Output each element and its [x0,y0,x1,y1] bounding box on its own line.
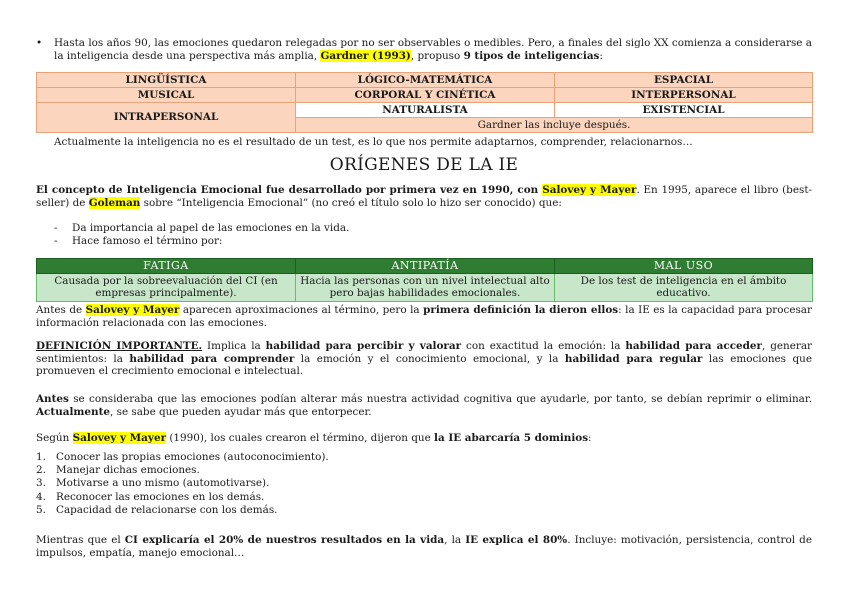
text: , se sabe que pueden ayudar más que entorpecer. [110,405,372,418]
header-fatiga: FATIGA [37,259,296,274]
intro-text-3: : [599,49,603,62]
list-item-text: Manejar dichas emociones. [56,464,200,477]
list-item [36,491,329,504]
list-number: 2. [36,464,46,477]
header-antipatia: ANTIPATÍA [296,259,555,274]
header-mal-uso: MAL USO [555,259,813,274]
concept-paragraph [36,184,812,209]
list-number: 5. [36,503,46,516]
bold-text: la IE abarcaría 5 dominios [434,432,589,444]
concept-text-2: sobre “Inteligencia Emocional” (no creó el título solo lo hizo ser conocido) que: [140,196,562,209]
table-cell: LINGÜÍSTICA [37,73,296,88]
dash-icon: - [54,235,58,247]
after-table-text: Actualmente la inteligencia no es el resultado de un test, es lo que nos permite adaptarnos, comprender, relacionarnos… [54,136,693,148]
intro-bold-nine-types: 9 tipos de inteligencias [463,49,600,62]
final-paragraph [36,534,812,559]
antes-paragraph [36,393,812,418]
table-cell: Causada por la sobreevaluación del CI (en empresas principalmente). [37,274,296,302]
text: se consideraba que las emociones podían alterar más nuestra actividad cognitiva que ayudarle, por tanto, se debían reprimir o eliminar. [68,393,812,405]
bold-text: habilidad para comprender [129,352,295,365]
list-item-text: Hace famoso el término por: [72,235,223,247]
bold-text: Actualmente [36,405,110,418]
table-cell: De los test de inteligencia en el ámbito educativo. [555,274,813,302]
highlight-salovey-mayer: Salovey y Mayer [542,184,637,196]
intro-bullet-paragraph [36,37,812,62]
list-number: 1. [36,451,46,463]
text: (1990), los cuales crearon el término, dijeron que [166,432,435,444]
table-cell: CORPORAL Y CINÉTICA [296,88,555,103]
table-row [37,73,813,88]
bullet-icon: • [36,37,43,49]
bold-text: habilidad para regular [564,352,703,365]
highlight-salovey-mayer: Salovey y Mayer [85,304,180,316]
causes-table [36,258,813,302]
text: Implica la [202,340,266,352]
text: aparecen aproximaciones al término, pero la [179,304,424,316]
concept-text: . En 1995, aparece el libro (best-seller) de [36,184,812,209]
bold-text: habilidad para percibir y valorar [265,340,462,352]
list-item-text: Capacidad de relacionarse con los demás. [56,503,278,516]
table-cell: MUSICAL [37,88,296,103]
concept-bold: El concepto de Inteligencia Emocional fue desarrollado por primera vez en 1990, con [36,184,543,196]
definition-paragraph [36,340,812,378]
intro-text: Hasta los años 90, las emociones quedaron relegadas por no ser observables o medibles. Pero, a finales del siglo XX comienza a considerarse a la inteligencia desde una perspectiva más amplia, [54,37,812,62]
before-paragraph [36,304,812,329]
table-cell: INTERPERSONAL [555,88,813,103]
table-row [37,88,813,103]
list-item [54,235,349,248]
bold-text: Antes [36,393,69,405]
list-item [36,464,329,477]
dash-icon: - [54,222,58,234]
list-item [36,504,329,517]
dash-list [54,222,349,248]
text: , la [444,534,466,546]
list-item [36,477,329,490]
table-header-row [37,259,813,274]
text: Según [36,432,73,444]
bold-text: CI explicaría el 20% de nuestros resultados en la vida [124,534,445,546]
table-cell: NATURALISTA [296,103,555,118]
table-note-cell: Gardner las incluye después. [296,118,813,133]
bold-text: habilidad para acceder [625,340,762,352]
table-cell: Hacia las personas con un nivel intelectual alto pero bajas habilidades emocionales. [296,274,555,302]
text: Antes de [36,304,86,316]
list-item [36,451,329,464]
table-cell: ESPACIAL [555,73,813,88]
list-item [54,222,349,235]
highlight-gardner: Gardner (1993) [320,49,411,62]
text: : la IE es la capacidad para procesar información relacionada con las emociones. [36,304,812,329]
list-item-text: Da importancia al papel de las emociones en la vida. [72,222,350,234]
text: . Incluye: motivación, persistencia, control de impulsos, empatía, manejo emocional… [36,534,812,559]
segun-paragraph [36,432,812,445]
text: : [588,432,592,444]
bold-first-definition: primera definición la dieron ellos [423,304,619,316]
table-cell: EXISTENCIAL [555,103,813,118]
text: la emoción y el conocimiento emocional, y la [294,352,565,365]
bold-text: IE explica el 80% [465,534,568,546]
text: , generar sentimientos: la [36,340,812,365]
table-row [37,103,813,118]
text: las emociones que promueven el crecimiento emocional e intelectual. [36,352,812,378]
table-cell: LÓGICO-MATEMÁTICA [296,73,555,88]
list-item-text: Reconocer las emociones en los demás. [56,490,265,503]
intro-text-2: , propuso [410,49,464,62]
list-item-text: Motivarse a uno mismo (automotivarse). [56,477,270,490]
list-item-text: Conocer las propias emociones (autoconocimiento). [56,451,329,463]
domains-list [36,451,329,517]
list-number: 3. [36,477,46,490]
section-heading: ORÍGENES DE LA IE [329,155,519,175]
table-row [37,274,813,302]
highlight-salovey-mayer: Salovey y Mayer [72,432,167,444]
text: con exactitud la emoción: la [461,340,626,352]
table-cell: INTRAPERSONAL [37,103,296,133]
list-number: 4. [36,490,46,503]
definition-label: DEFINICIÓN IMPORTANTE. [36,340,203,352]
highlight-goleman: Goleman [88,196,141,209]
text: Mientras que el [36,534,125,546]
intelligences-table [36,72,813,133]
